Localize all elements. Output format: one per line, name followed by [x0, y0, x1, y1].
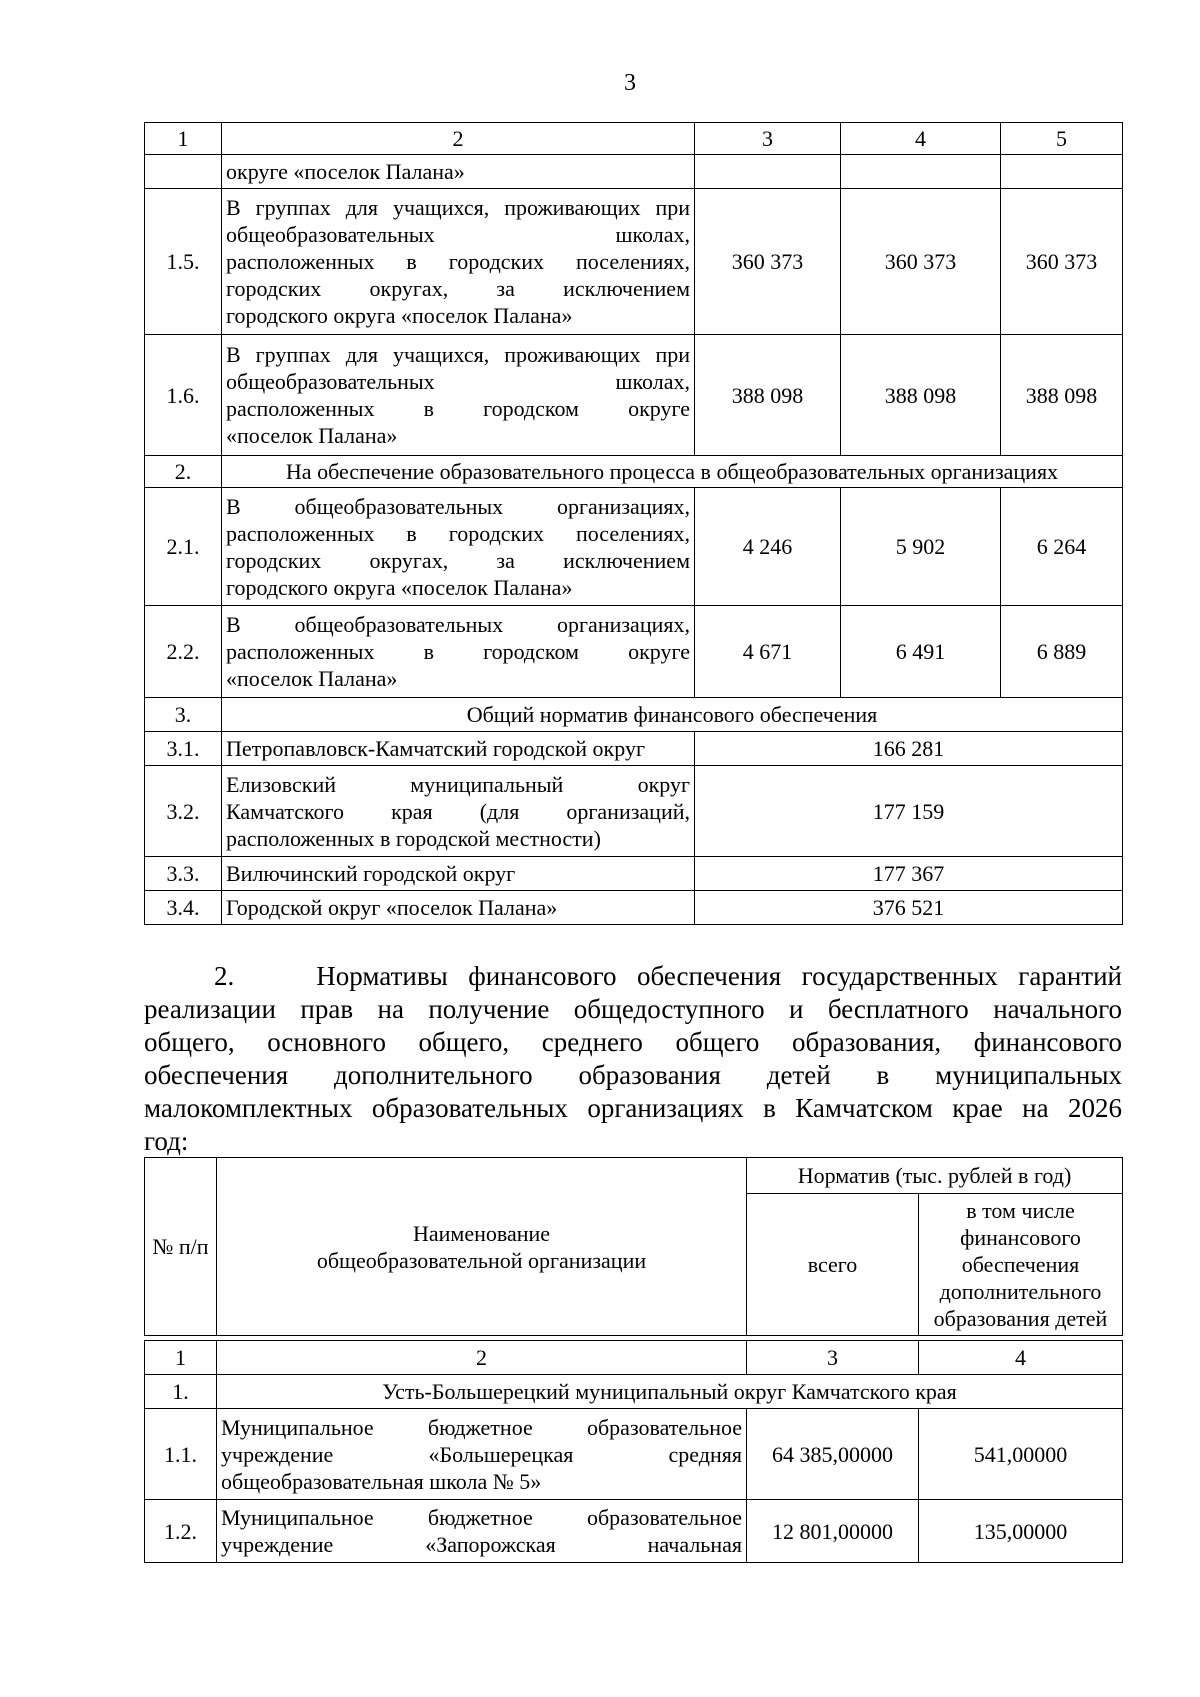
- name-line: учреждение «Большерецкая средняя: [221, 1441, 742, 1467]
- value-cell: 360 373: [1001, 189, 1123, 335]
- col-norm-header: Норматив (тыс. рублей в год): [747, 1158, 1123, 1194]
- header-cell: 3: [747, 1341, 919, 1375]
- row-name: [222, 189, 695, 335]
- page-number: 3: [624, 70, 636, 96]
- value-cell: 360 373: [841, 189, 1001, 335]
- section-title: Общий норматив финансового обеспечения: [222, 698, 1123, 732]
- name-line: Муниципальное бюджетное образовательное: [221, 1505, 742, 1530]
- table-header-row: [145, 123, 1123, 155]
- name-line: общеобразовательная школа № 5»: [221, 1468, 542, 1494]
- col-incl-header: [919, 1194, 1123, 1336]
- paragraph-line: общего, основного общего, среднего общего образования, финансового: [144, 1027, 1122, 1057]
- row-number: 1.6.: [145, 335, 222, 456]
- value-cell: 388 098: [841, 335, 1001, 456]
- row-name: [222, 335, 695, 456]
- small-schools-table-header: [144, 1157, 1123, 1336]
- name-line: городского округа «поселок Палана»: [226, 574, 573, 600]
- value-cell: 6 889: [1001, 606, 1123, 698]
- table-row: [145, 606, 1123, 698]
- name-line: городских округах, за исключением: [226, 547, 690, 573]
- name-line: В общеобразовательных организациях,: [226, 493, 690, 519]
- header-cell: 1: [145, 123, 222, 155]
- header-cell: 5: [1001, 123, 1123, 155]
- header-cell: 4: [841, 123, 1001, 155]
- value-cell: 360 373: [695, 189, 841, 335]
- name-line: «поселок Палана»: [226, 423, 398, 448]
- value-cell: 5 902: [841, 488, 1001, 606]
- header-line: Наименование: [412, 1220, 551, 1246]
- total-cell: 177 159: [695, 766, 1123, 857]
- table-row: [145, 488, 1123, 606]
- row-name: [222, 155, 695, 189]
- name-line: Вилючинский городской округ: [226, 861, 516, 886]
- header-line: общеобразовательной организации: [316, 1247, 647, 1273]
- name-line: общеобразовательных школах,: [226, 222, 690, 247]
- section-row: [145, 1375, 1123, 1409]
- section-row: [145, 456, 1123, 488]
- value-cell: 6 264: [1001, 488, 1123, 606]
- value-cell: 388 098: [695, 335, 841, 456]
- table-row: [145, 335, 1123, 456]
- value-cell: 135,00000: [919, 1500, 1123, 1563]
- value-cell: 6 491: [841, 606, 1001, 698]
- row-name: [222, 857, 695, 891]
- name-line: В общеобразовательных организациях,: [226, 612, 690, 637]
- col-name-header: [217, 1158, 747, 1336]
- table-header-row: [145, 1341, 1123, 1375]
- section-row: [145, 698, 1123, 732]
- header-line: обеспечения: [961, 1252, 1080, 1277]
- value-cell: 4 671: [695, 606, 841, 698]
- value-cell: 388 098: [1001, 335, 1123, 456]
- table-row: [145, 857, 1123, 891]
- name-line: расположенных в городских поселениях,: [226, 249, 690, 274]
- row-number: 3.3.: [145, 857, 222, 891]
- header-cell: 4: [919, 1341, 1123, 1375]
- paragraph-line: 2. Нормативы финансового обеспечения государственных гарантий: [214, 961, 1122, 991]
- table-row: [145, 189, 1123, 335]
- name-line: городского округа «поселок Палана»: [226, 303, 573, 328]
- row-name: [217, 1409, 747, 1500]
- col-total-header: всего: [747, 1194, 919, 1336]
- row-name: [217, 1500, 747, 1563]
- paragraph-number: 2.: [214, 961, 235, 991]
- row-name: [222, 488, 695, 606]
- row-number: 2.1.: [145, 488, 222, 606]
- name-line: расположенных в городском округе: [226, 396, 690, 421]
- section-title: Усть-Большерецкий муниципальный округ Камчатского края: [217, 1375, 1123, 1409]
- name-line: Камчатского края (для организаций,: [226, 798, 690, 824]
- name-line: Елизовский муниципальный округ: [226, 771, 690, 797]
- small-schools-table: [144, 1340, 1123, 1563]
- table-row: [145, 1500, 1123, 1563]
- row-number: 1.2.: [145, 1500, 217, 1563]
- header-line: дополнительного: [939, 1279, 1102, 1304]
- total-cell: 177 367: [695, 857, 1123, 891]
- header-line: финансового: [960, 1225, 1081, 1250]
- name-line: Городской округ «поселок Палана»: [226, 895, 558, 920]
- name-line: округе «поселок Палана»: [226, 159, 465, 184]
- table-row: [145, 766, 1123, 857]
- row-name: [222, 732, 695, 766]
- name-line: расположенных в городских поселениях,: [226, 520, 690, 546]
- value-cell: 64 385,00000: [747, 1409, 919, 1500]
- paragraph-line: реализации прав на получение общедоступного и бесплатного начального: [144, 994, 1122, 1024]
- row-number: 2.: [145, 456, 222, 488]
- name-line: расположенных в городском округе: [226, 639, 690, 664]
- value-cell: 12 801,00000: [747, 1500, 919, 1563]
- header-line: в том числе: [966, 1198, 1075, 1223]
- section-2-paragraph: [144, 960, 1122, 1158]
- row-name: [222, 891, 695, 925]
- header-cell: 2: [222, 123, 695, 155]
- name-line: расположенных в городской местности): [226, 825, 601, 851]
- name-line: В группах для учащихся, проживающих при: [226, 342, 690, 367]
- norms-table-continued: [144, 122, 1123, 925]
- name-line: общеобразовательных школах,: [226, 369, 690, 394]
- name-line: «поселок Палана»: [226, 666, 398, 691]
- row-number: 3.1.: [145, 732, 222, 766]
- header-cell: 1: [145, 1341, 217, 1375]
- row-number: 3.2.: [145, 766, 222, 857]
- header-line: образования детей: [933, 1306, 1108, 1331]
- row-number: 3.4.: [145, 891, 222, 925]
- name-line: Петропавловск-Камчатский городской округ: [226, 736, 645, 761]
- row-number: 2.2.: [145, 606, 222, 698]
- table-row: [145, 155, 1123, 189]
- paragraph-line: обеспечения дополнительного образования детей в муниципальных: [144, 1060, 1122, 1090]
- value-cell: 4 246: [695, 488, 841, 606]
- row-number: [145, 155, 222, 189]
- table-row: [145, 1409, 1123, 1500]
- name-line: Муниципальное бюджетное образовательное: [221, 1414, 742, 1440]
- value-cell: 541,00000: [919, 1409, 1123, 1500]
- name-line: учреждение «Запорожская начальная: [221, 1532, 742, 1557]
- total-cell: 376 521: [695, 891, 1123, 925]
- row-number: 1.5.: [145, 189, 222, 335]
- row-number: 3.: [145, 698, 222, 732]
- paragraph-line: год:: [144, 1126, 189, 1156]
- row-name: [222, 606, 695, 698]
- row-number: 1.1.: [145, 1409, 217, 1500]
- col-num-header: № п/п: [145, 1158, 217, 1336]
- row-number: 1.: [145, 1375, 217, 1409]
- value-cell: [1001, 155, 1123, 189]
- name-line: В группах для учащихся, проживающих при: [226, 195, 690, 220]
- table-row: [145, 732, 1123, 766]
- name-line: городских округах, за исключением: [226, 276, 690, 301]
- value-cell: [841, 155, 1001, 189]
- table-row: [145, 891, 1123, 925]
- total-cell: 166 281: [695, 732, 1123, 766]
- value-cell: [695, 155, 841, 189]
- row-name: [222, 766, 695, 857]
- paragraph-line: малокомплектных образовательных организациях в Камчатском крае на 2026: [144, 1093, 1122, 1123]
- header-cell: 2: [217, 1341, 747, 1375]
- section-title: На обеспечение образовательного процесса в общеобразовательных организациях: [222, 456, 1123, 488]
- header-cell: 3: [695, 123, 841, 155]
